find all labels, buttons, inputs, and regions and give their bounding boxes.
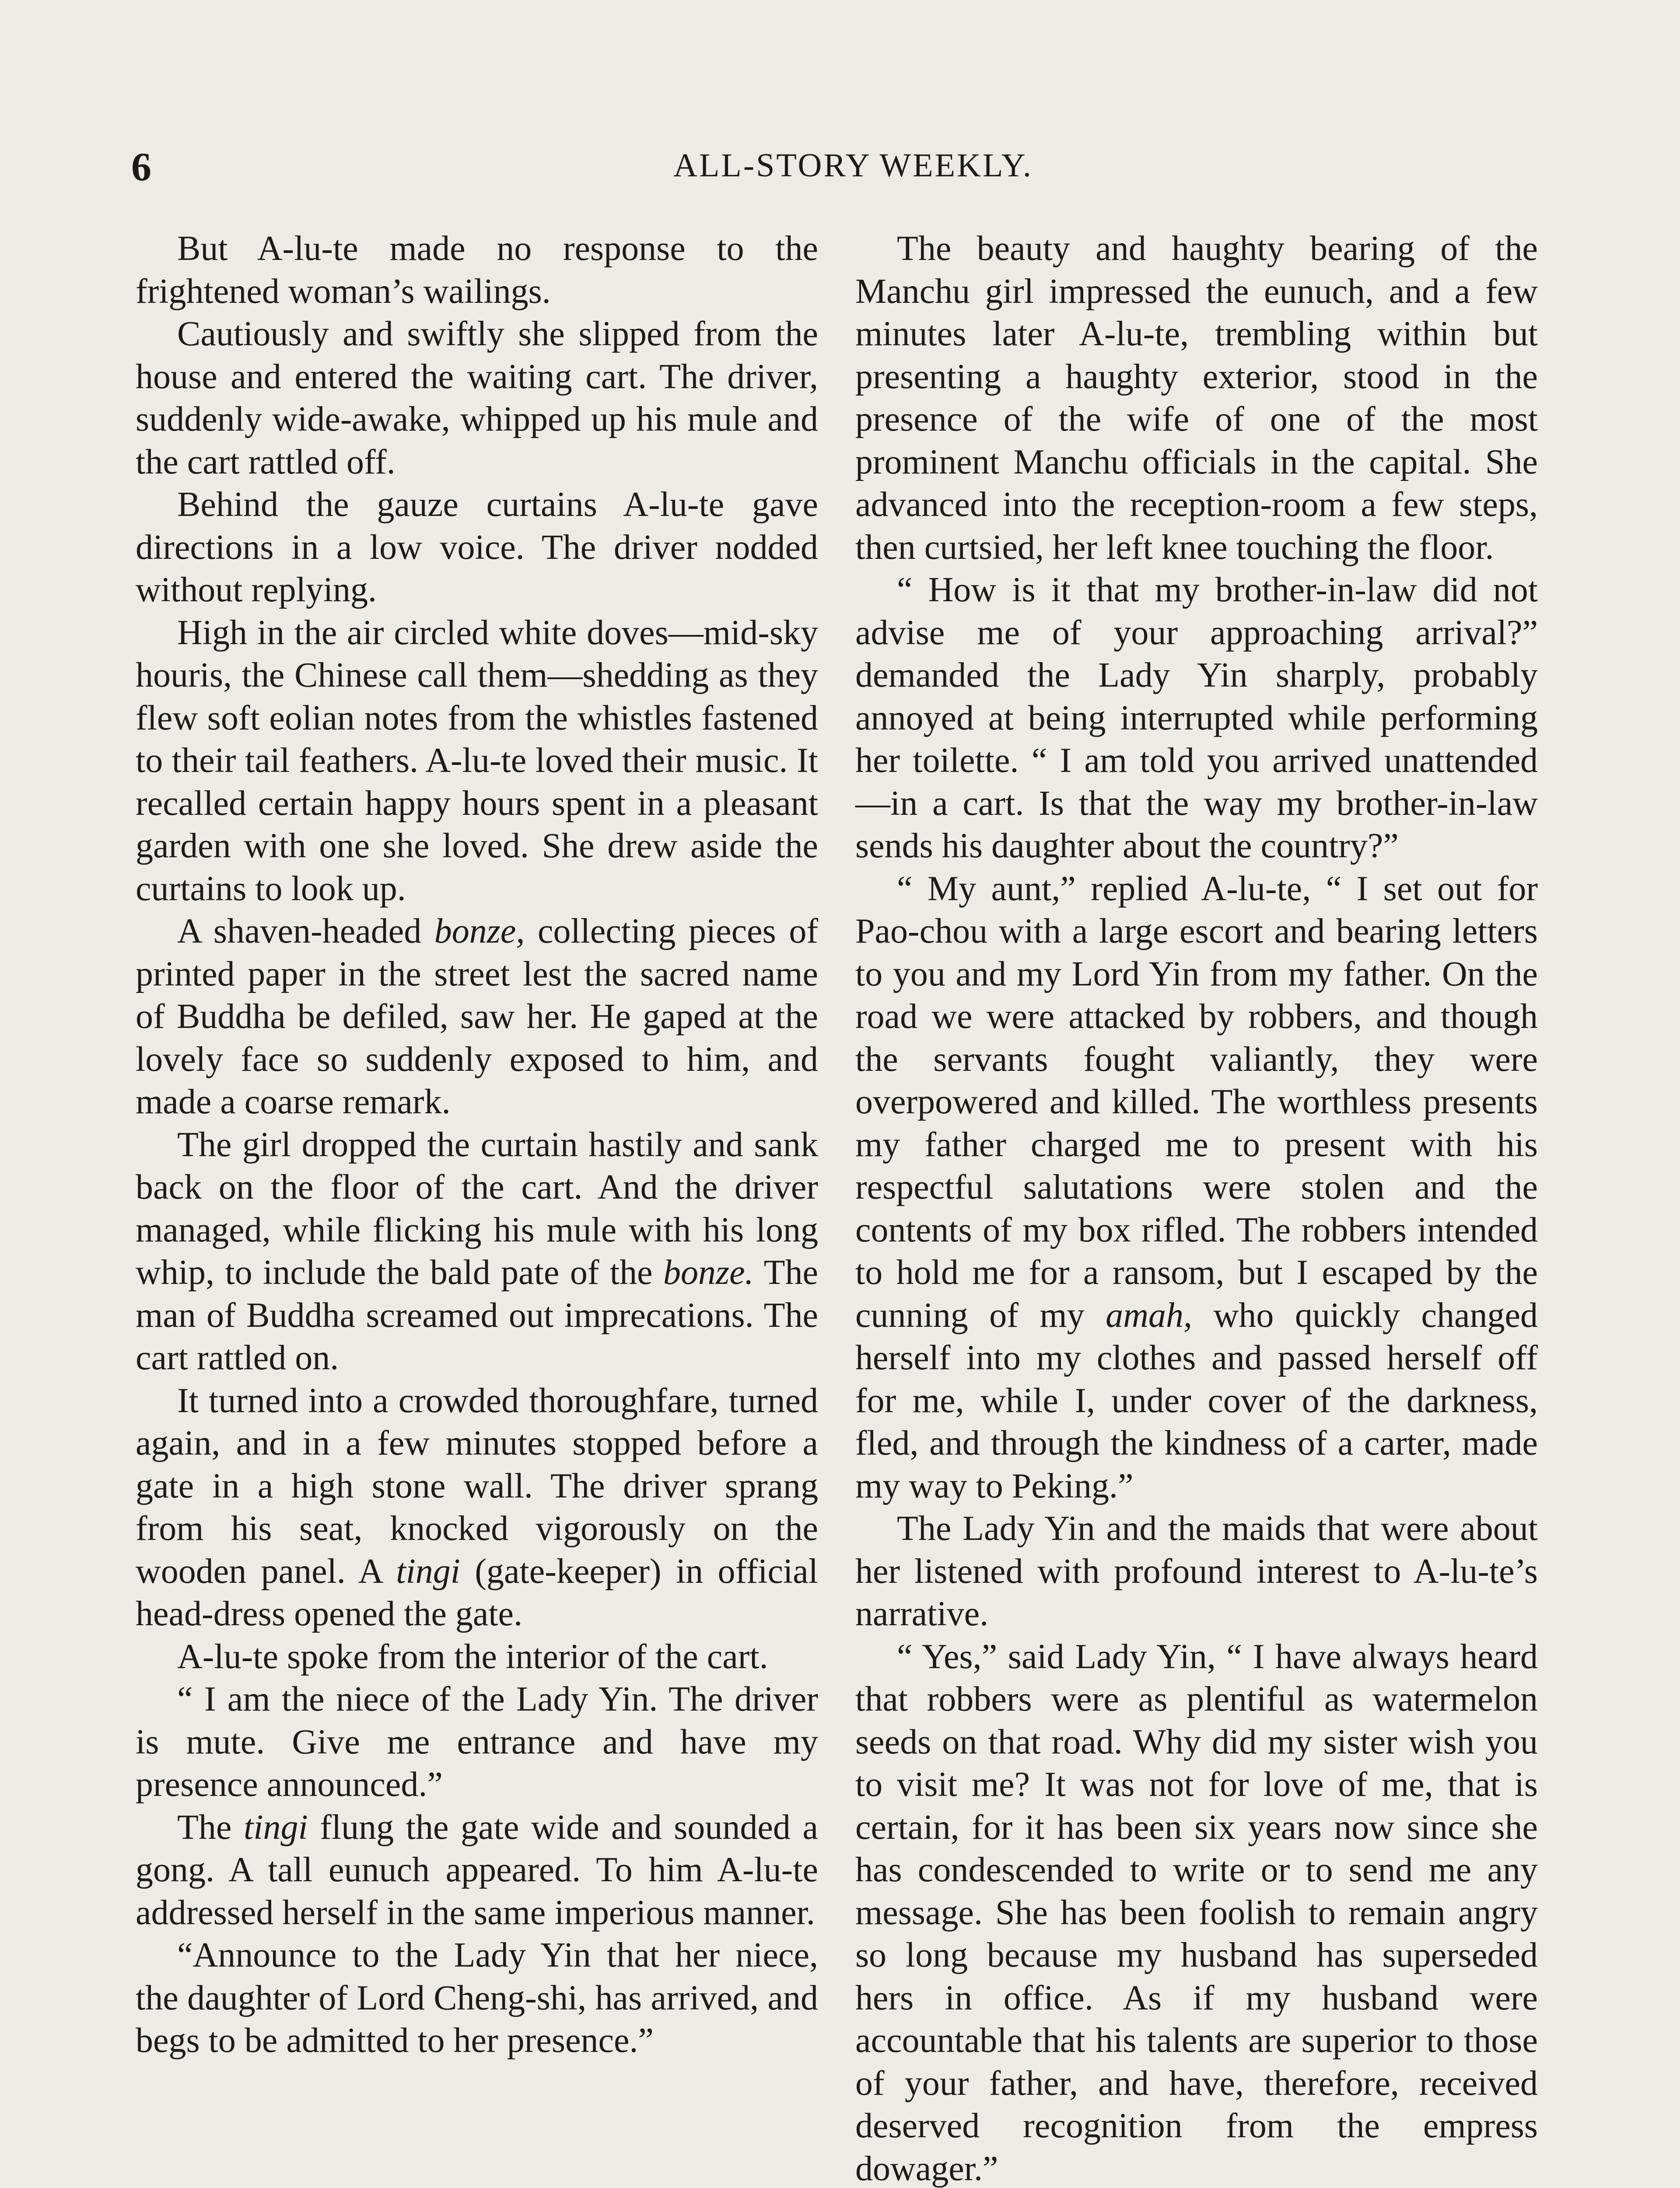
paragraph-text: A shaven-headed: [177, 912, 434, 950]
paragraph-text: The man of Buddha screamed out imprecations. The cart rattled on.: [136, 1253, 819, 1377]
paragraph-text: flung the gate wide and sounded a gong. A tall eunuch appeared. To him A-lu-te addressed herself in the same imperious manner.: [136, 1808, 819, 1932]
paragraph: High in the air circled white doves—mid-sky houris, the Chinese call them—shedding as they flew soft eolian notes from the whistles fastened to their tail feathers. A-lu-te loved their music. It recalled certain happy hours spent in a pleasant garden with one she loved. She drew aside the curtains to look up.: [136, 613, 818, 908]
paragraph: [855, 868, 1538, 1508]
paragraph-text: collecting pieces of printed paper in the street lest the sacred name of Buddha be defiled, saw her. He gaped at the lovely face so suddenly exposed to him, and made a coarse remark.: [136, 912, 818, 1121]
italic-term: tingi: [244, 1808, 308, 1847]
paragraph: The beauty and haughty bearing of the Manchu girl impressed the eunuch, and a few minutes later A-lu-te, trembling within but presenting a haughty exterior, stood in the presence of the wife of one of the most prominent Manchu officials in the capital. She advanced into the reception-room a few steps, then curtsied, her left knee touching the floor.: [855, 229, 1538, 567]
paragraph-text: The girl dropped the curtain hastily and sank back on the floor of the cart. And the driver managed, while flicking his mule with his long whip, to include the bald pate of the: [136, 1125, 818, 1292]
paragraph: The Lady Yin and the maids that were about her listened with profound interest to A-lu-te’s narrative.: [855, 1509, 1538, 1633]
paragraph-text: The: [177, 1808, 244, 1847]
italic-term: tingi: [396, 1552, 461, 1591]
paragraph: [136, 1380, 818, 1636]
left-column: [136, 228, 818, 2062]
paragraph: Cautiously and swiftly she slipped from the house and entered the waiting cart. The driver, suddenly wide-awake, whipped up his mule and the cart rattled off.: [136, 315, 818, 481]
paragraph: Behind the gauze curtains A-lu-te gave directions in a low voice. The driver nodded without replying.: [136, 485, 818, 609]
paragraph: “Announce to the Lady Yin that her niece, the daughter of Lord Cheng-shi, has arrived, and begs to be admitted to her presence.”: [136, 1936, 818, 2060]
paragraph-text: “ My aunt,” replied A-lu-te, “ I set out for Pao-chou with a large escort and bearing letters to you and my Lord Yin from my father. On the road we were attacked by robbers, and though the servants fought valiantly, they were overpowered and killed. The worthless presents my father charged me to present with his respectful salutations were stolen and the contents of my box rifled. The robbers intended to hold me for a ransom, but I escaped by the cunning of my: [855, 869, 1538, 1335]
italic-term: amah,: [1106, 1296, 1193, 1335]
italic-term: bonze,: [434, 912, 525, 950]
paragraph: “ Yes,” said Lady Yin, “ I have always heard that robbers were as plentiful as watermelon seeds on that road. Why did my sister wish you to visit me? It was not for love of me, that is certain, for it has been six years now since she has condescended to write or to send me any message. She has been foolish to remain angry so long because my husband has superseded hers in office. As if my husband were accountable that his talents are superior to those of your father, and have, therefore, received deserved recognition from the empress dowager.”: [855, 1637, 1538, 2188]
italic-term: bonze.: [663, 1253, 754, 1292]
page-number: 6: [131, 144, 151, 189]
paragraph-text: It turned into a crowded thoroughfare, turned again, and in a few minutes stopped before a gate in a high stone wall. The driver sprang from his seat, knocked vigorously on the wooden panel. A: [136, 1381, 818, 1591]
running-title-text: ALL-STORY WEEKLY.: [673, 147, 1033, 184]
paragraph: “ How is it that my brother-in-law did not advise me of your approaching arrival?” demanded the Lady Yin sharply, probably annoyed at being interrupted while performing her toilette. “ I am told you arrived unattended—in a cart. Is that the way my brother-in-law sends his daughter about the country?”: [855, 571, 1538, 865]
paragraph-text: who quickly changed herself into my clothes and passed herself off for me, while I, under cover of the darkness, fled, and through the kindness of a carter, made my way to Peking.”: [855, 1296, 1538, 1505]
paragraph: But A-lu-te made no response to the frightened woman’s wailings.: [136, 229, 818, 311]
paragraph: [136, 1806, 818, 1935]
paragraph-text: (gate-keeper) in official head-dress opened the gate.: [136, 1552, 818, 1633]
paragraph: “ I am the niece of the Lady Yin. The driver is mute. Give me entrance and have my presence announced.”: [136, 1680, 818, 1804]
right-column: [855, 228, 1538, 2188]
running-title: [0, 149, 1680, 182]
paragraph: A-lu-te spoke from the interior of the cart.: [177, 1637, 768, 1676]
paragraph: [136, 910, 818, 1124]
paragraph: [136, 1124, 818, 1380]
